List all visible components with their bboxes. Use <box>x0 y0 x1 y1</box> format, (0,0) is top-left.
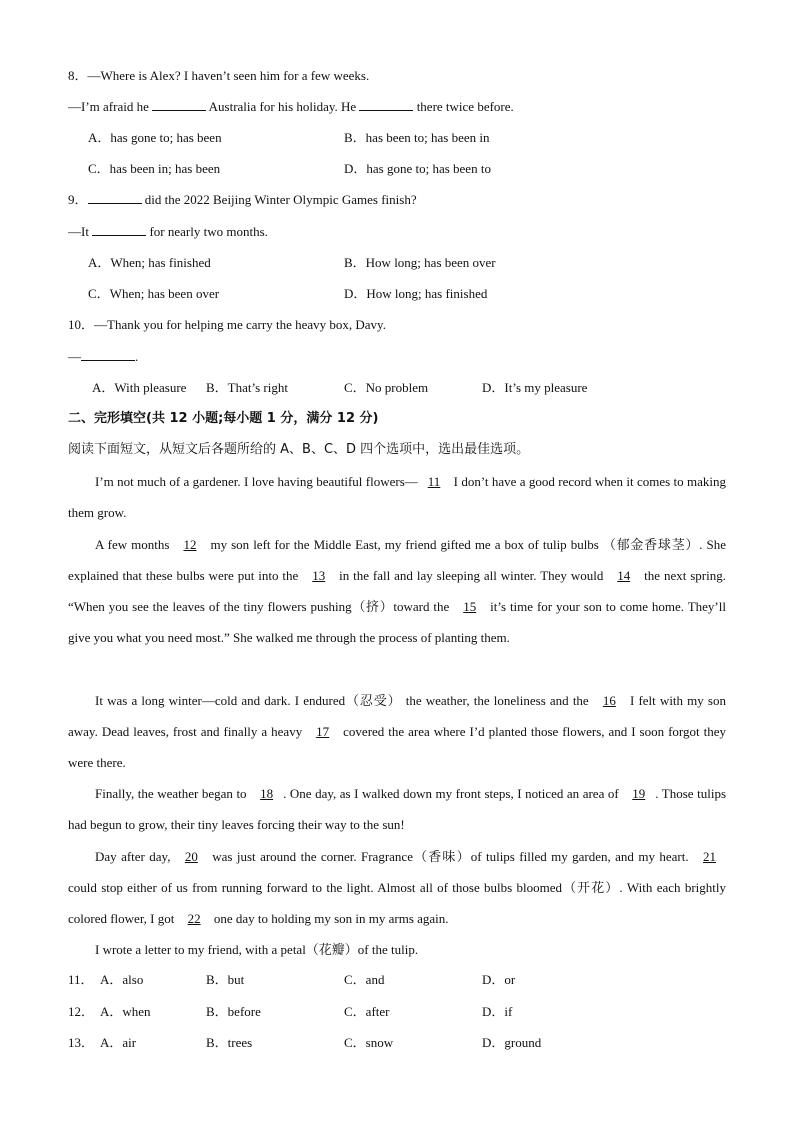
q9-option-c: C．When; has been over <box>88 286 220 301</box>
q10-stem <box>68 316 386 334</box>
blank-13: 13 <box>312 568 326 583</box>
q10-line2b: . <box>135 349 139 364</box>
p6-text: I wrote a letter to my friend, with a petal（花瓣）of the tulip. <box>95 942 419 957</box>
passage-paragraph-2 <box>68 529 726 653</box>
q9-stem <box>68 191 417 209</box>
p1-text-b: I don’t have a good record when it comes to making them grow. <box>68 474 726 520</box>
q11-number: 11． <box>68 972 94 987</box>
q13-number: 13． <box>68 1035 95 1050</box>
blank-15: 15 <box>463 599 477 614</box>
q13-option-c: C．snow <box>344 1035 394 1050</box>
q10-blank <box>81 348 135 361</box>
q12-option-d: D．if <box>482 1004 513 1019</box>
p1-text-a: I’m not much of a gardener. I love having beautiful flowers— <box>95 474 418 489</box>
q12-option-a: A．when <box>100 1004 151 1019</box>
q9-option-a: A．When; has finished <box>88 255 211 270</box>
q11-option-b: B．but <box>206 972 245 987</box>
passage-paragraph-6 <box>68 934 726 965</box>
q8-option-c: C．has been in; has been <box>88 161 221 176</box>
blank-21: 21 <box>702 849 716 864</box>
passage-paragraph-4 <box>68 778 726 840</box>
p2-text-c: in the fall and lay sleeping all winter. They would <box>335 568 608 583</box>
blank-22: 22 <box>187 911 201 926</box>
q9-blank-1 <box>88 191 142 204</box>
p5-text-d: one day to holding my son in my arms again. <box>210 911 449 926</box>
blank-12: 12 <box>183 537 197 552</box>
q8-option-d: D．has gone to; has been to <box>344 161 491 176</box>
q8-option-b: B．has been to; has been in <box>344 130 490 145</box>
p2-text-e: it’s time for your son to come home. They’ll give you what you need most.” She walked me through the process of planting them. <box>68 599 726 645</box>
section-heading: 二、完形填空(共 12 小题;每小题 1 分，满分 12 分) <box>68 411 379 426</box>
q12-number: 12． <box>68 1004 95 1019</box>
q8-option-a: A．has gone to; has been <box>88 130 222 145</box>
q9-line2a: —It <box>68 224 93 239</box>
q8-line2b: Australia for his holiday. He <box>206 99 360 114</box>
q9-option-d: D．How long; has finished <box>344 286 488 301</box>
passage-paragraph-1 <box>68 466 726 528</box>
passage-paragraph-3 <box>68 685 726 778</box>
q9-blank-2 <box>92 223 146 236</box>
q10-option-a: A．With pleasure <box>92 380 187 395</box>
blank-11: 11 <box>427 474 441 489</box>
q12-option-c: C．after <box>344 1004 390 1019</box>
q11-option-d: D．or <box>482 972 516 987</box>
q10-line1: —Thank you for helping me carry the heavy box, Davy. <box>94 317 386 332</box>
section-instruction: 阅读下面短文，从短文后各题所给的 A、B、C、D 四个选项中，选出最佳选项。 <box>68 442 530 457</box>
q8-blank-1 <box>152 98 206 111</box>
blank-20: 20 <box>184 849 198 864</box>
p4-text-b: . One day, as I walked down my front steps, I noticed an area of <box>283 786 623 801</box>
q10-line2a: — <box>68 349 81 364</box>
p3-text-a: It was a long winter—cold and dark. I endured（忍受） the weather, the loneliness and the <box>95 693 593 708</box>
p2-text-a: A few months <box>95 537 174 552</box>
q10-number: 10． <box>68 317 95 332</box>
q8-number: 8． <box>68 68 88 83</box>
p4-text-a: Finally, the weather began to <box>95 786 251 801</box>
p5-text-c: could stop either of us from running forward to the light. Almost all of those bulbs bloomed（开花）. With each brightly colored flower, I got <box>68 880 726 926</box>
blank-14: 14 <box>617 568 631 583</box>
q8-dialogue <box>68 98 514 116</box>
blank-16: 16 <box>602 693 616 708</box>
q11-option-c: C．and <box>344 972 385 987</box>
q9-line2b: for nearly two months. <box>146 224 268 239</box>
blank-18: 18 <box>260 786 274 801</box>
q8-blank-2 <box>359 98 413 111</box>
p3-text-c: covered the area where I’d planted those flowers, and I soon forgot they were there. <box>68 724 726 770</box>
passage-paragraph-5 <box>68 841 726 934</box>
q13-option-b: B．trees <box>206 1035 253 1050</box>
p2-text-d: the next spring. “When you see the leaves of the tiny flowers pushing（挤）toward the <box>68 568 726 614</box>
p3-text-b: I felt with my son away. Dead leaves, frost and finally a heavy <box>68 693 726 739</box>
q8-line2c: there twice before. <box>413 99 514 114</box>
q13-option-a: A．air <box>100 1035 137 1050</box>
q10-option-b: B．That’s right <box>206 380 288 395</box>
p4-text-c: . Those tulips had begun to grow, their tiny leaves forcing their way to the sun! <box>68 786 726 832</box>
q9-number: 9． <box>68 192 88 207</box>
q12-option-b: B．before <box>206 1004 261 1019</box>
q9-dialogue <box>68 223 268 241</box>
q10-dialogue <box>68 348 138 366</box>
q8-line1: —Where is Alex? I haven’t seen him for a few weeks. <box>87 68 370 83</box>
q11-option-a: A．also <box>100 972 144 987</box>
q9-line1: did the 2022 Beijing Winter Olympic Games finish? <box>141 192 417 207</box>
p2-text-b: my son left for the Middle East, my friend gifted me a box of tulip bulbs （郁金香球茎）. She explained that these bulbs were put into the <box>68 537 726 583</box>
q10-option-c: C．No problem <box>344 380 429 395</box>
blank-17: 17 <box>316 724 330 739</box>
q13-option-d: D．ground <box>482 1035 542 1050</box>
q8-stem <box>68 67 369 85</box>
p5-text-b: was just around the corner. Fragrance（香味）of tulips filled my garden, and my heart. <box>207 849 693 864</box>
p5-text-a: Day after day, <box>95 849 175 864</box>
q10-option-d: D．It’s my pleasure <box>482 380 588 395</box>
q9-option-b: B．How long; has been over <box>344 255 496 270</box>
blank-19: 19 <box>632 786 646 801</box>
q8-line2a: —I’m afraid he <box>68 99 153 114</box>
